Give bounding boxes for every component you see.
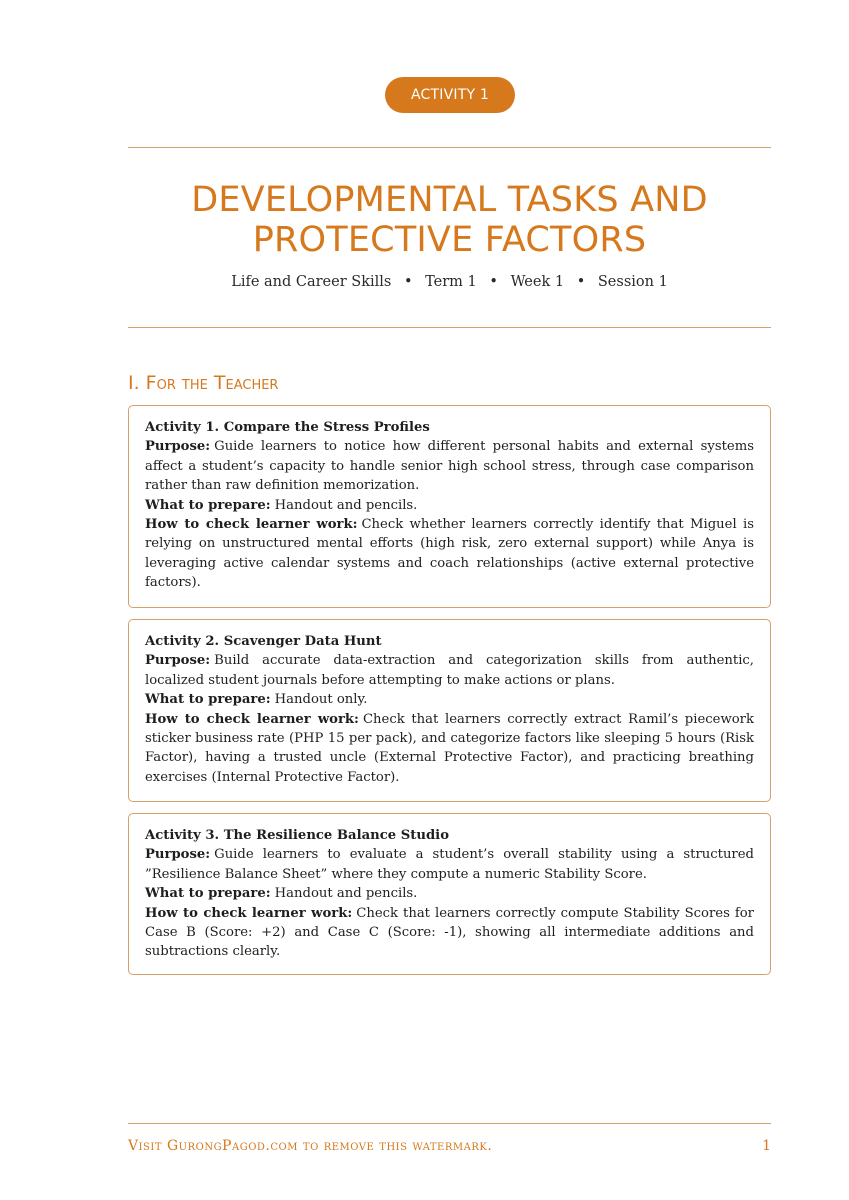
prepare-label: What to prepare: (145, 886, 271, 902)
check-text: Check that learners correctly compute Stability Scores for Case B (Score: +2) and Case C (Score: -1), showing all intermediate additions and subtractions clearly. (145, 905, 754, 960)
purpose-label: Purpose: (145, 653, 211, 669)
activity-title: Activity 1. Compare the Stress Profiles (145, 420, 430, 435)
subtitle-session: Session 1 (597, 274, 668, 290)
prepare-text: Handout and pencils. (274, 497, 418, 513)
check-text: Check that learners correctly extract Ramil’s piecework sticker business rate (PHP 15 per pack), and categorize factors like sleeping 5 hours (Risk Factor), having a trusted uncle (External Protective Factor), and practicing breathing exercises (Internal Protective Factor). (145, 711, 754, 785)
footer-rule (128, 1123, 771, 1124)
page-title: DEVELOPMENTAL TASKS AND PROTECTIVE FACTORS (191, 180, 708, 260)
activity-title: Activity 2. Scavenger Data Hunt (145, 634, 382, 649)
activity-card-1 (128, 405, 771, 608)
purpose-text: Build accurate data-extraction and categorization skills from authentic, localized student journals before attempting to make actions or plans. (145, 653, 754, 688)
prepare-text: Handout and pencils. (274, 886, 418, 902)
check-text: Check whether learners correctly identify that Miguel is relying on unstructured mental efforts (high risk, zero external support) while Anya is leveraging active calendar systems and coach relationships (active external protective factors). (145, 517, 754, 591)
subtitle-subject: Life and Career Skills (231, 274, 392, 290)
purpose-text: Guide learners to notice how different personal habits and external systems affect a student’s capacity to handle senior high school stress, through case comparison rather than raw definition memorization. (145, 439, 754, 494)
subtitle-separator: • (489, 274, 498, 290)
subtitle-term: Term 1 (425, 274, 477, 290)
activity-purpose (145, 651, 754, 690)
header-top-rule (128, 147, 771, 148)
activity-check (145, 710, 754, 788)
check-label: How to check learner work: (145, 905, 353, 921)
subtitle-separator: • (403, 274, 413, 290)
prepare-label: What to prepare: (145, 692, 271, 708)
activity-prepare (145, 690, 754, 709)
subtitle-separator: • (576, 274, 586, 290)
check-label: How to check learner work: (145, 711, 359, 727)
activity-badge: ACTIVITY 1 (385, 77, 515, 113)
purpose-label: Purpose: (145, 847, 211, 863)
activity-purpose (145, 845, 754, 884)
activity-purpose (145, 437, 754, 495)
activity-prepare (145, 884, 754, 903)
activity-check (145, 515, 754, 593)
prepare-label: What to prepare: (145, 497, 271, 513)
activity-prepare (145, 496, 754, 515)
activity-title: Activity 3. The Resilience Balance Studio (145, 828, 449, 843)
subtitle-week: Week 1 (510, 274, 565, 290)
page-subtitle (128, 272, 771, 292)
watermark-footer: Visit GurongPagod.com to remove this watermark. (128, 1138, 493, 1154)
page-number: 1 (762, 1138, 771, 1154)
purpose-label: Purpose: (145, 439, 211, 455)
activity-check (145, 904, 754, 962)
prepare-text: Handout only. (274, 692, 368, 708)
header-bottom-rule (128, 327, 771, 328)
purpose-text: Guide learners to evaluate a student’s overall stability using a structured ”Resilience Balance Sheet” where they compute a numeric Stability Score. (145, 847, 754, 882)
section-heading: I. For the Teacher (128, 372, 279, 394)
activity-card-3 (128, 813, 771, 975)
activity-card-2 (128, 619, 771, 802)
check-label: How to check learner work: (145, 517, 358, 533)
